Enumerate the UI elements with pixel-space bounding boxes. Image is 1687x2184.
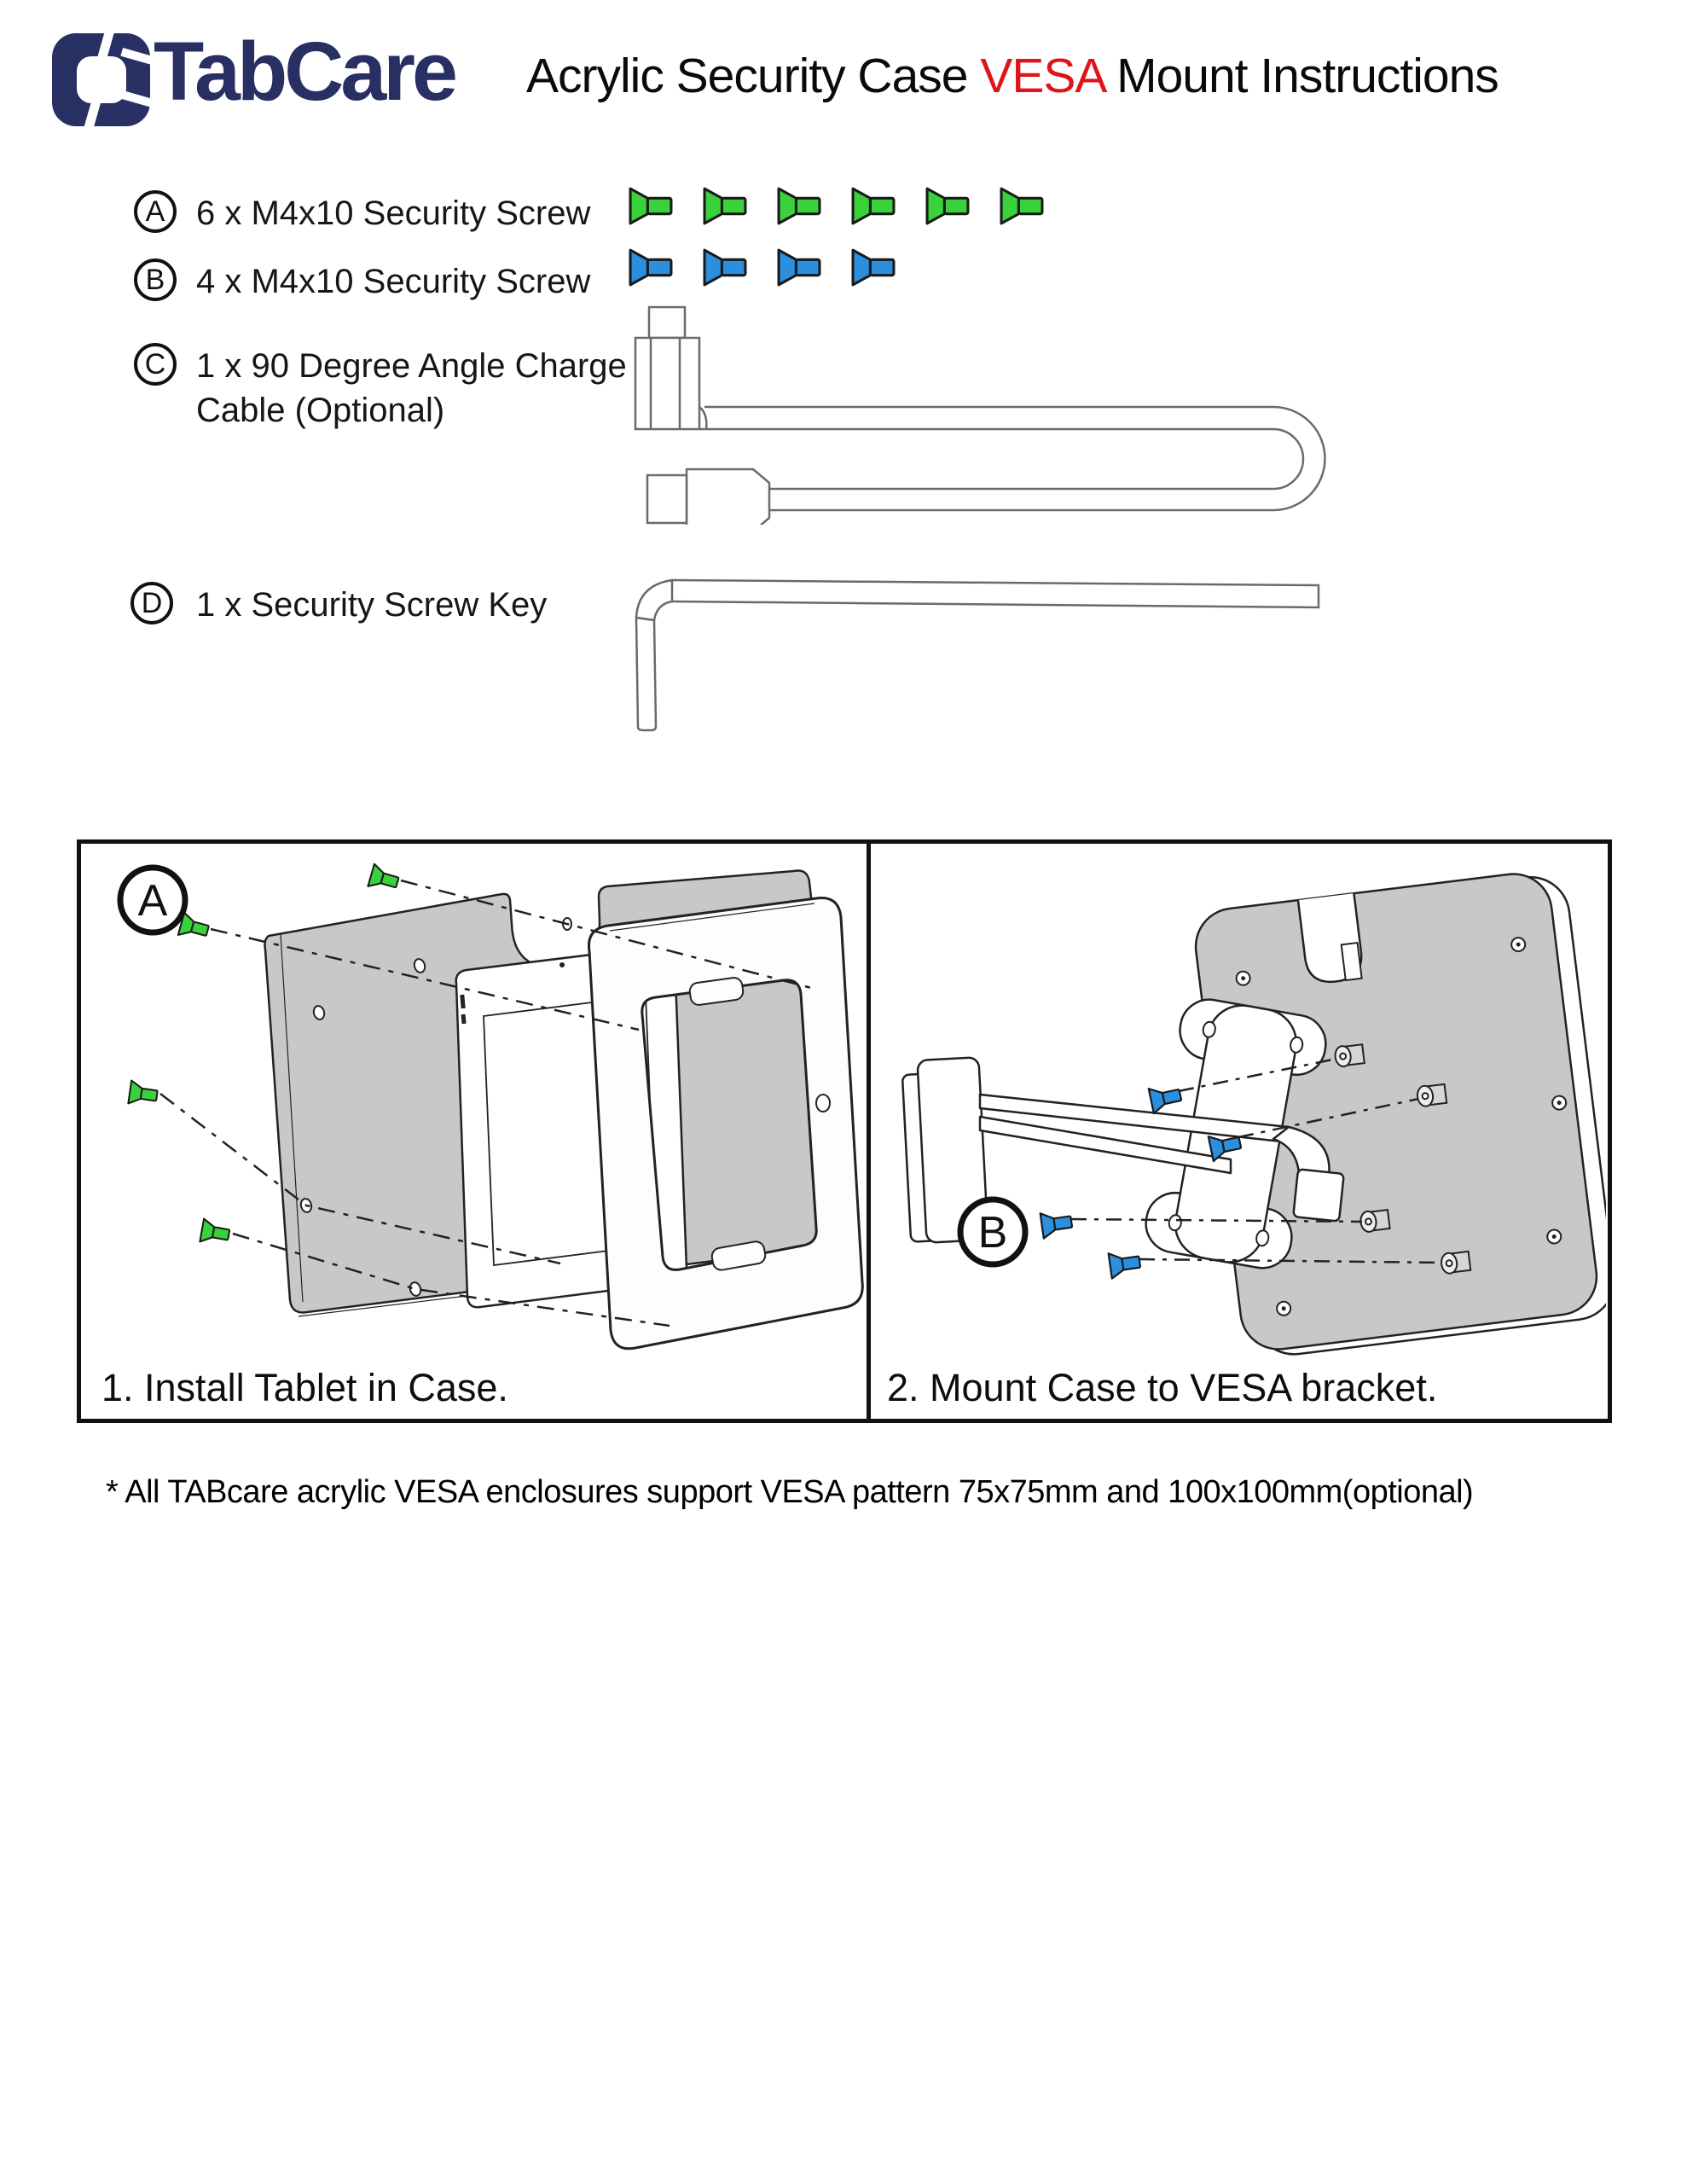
tabcare-logo-icon bbox=[50, 32, 152, 128]
part-c-letter: C bbox=[144, 347, 166, 380]
brand-name: TabCare bbox=[154, 25, 455, 118]
parts-screw-icon bbox=[851, 248, 896, 287]
parts-screw-icon bbox=[777, 248, 822, 287]
step1-badge-letter: A bbox=[137, 876, 168, 926]
security-key-drawing bbox=[631, 573, 1326, 744]
part-b-letter: B bbox=[145, 263, 165, 296]
parts-screw-icon bbox=[1000, 187, 1045, 225]
parts-screw-icon bbox=[629, 248, 674, 287]
part-d-badge bbox=[130, 582, 173, 624]
part-c-label bbox=[196, 344, 627, 433]
part-d-label: 1 x Security Screw Key bbox=[196, 586, 548, 624]
charge-cable-drawing bbox=[631, 303, 1339, 529]
part-c-label-line2: Cable (Optional) bbox=[196, 392, 445, 429]
part-d-letter: D bbox=[141, 586, 163, 619]
part-a-screws-green bbox=[629, 187, 1045, 225]
parts-screw-icon bbox=[703, 187, 748, 225]
step-divider bbox=[867, 844, 871, 1419]
step2-caption: 2. Mount Case to VESA bracket. bbox=[887, 1366, 1438, 1409]
parts-screw-icon bbox=[777, 187, 822, 225]
title-post: Mount Instructions bbox=[1104, 49, 1499, 103]
step2-diagram bbox=[872, 845, 1606, 1362]
parts-screw-icon bbox=[925, 187, 971, 225]
vesa-pattern-footnote: * All TABcare acrylic VESA enclosures support VESA pattern 75x75mm and 100x100mm(optional) bbox=[106, 1474, 1474, 1510]
part-b-label: 4 x M4x10 Security Screw bbox=[196, 263, 591, 300]
parts-screw-icon bbox=[629, 187, 674, 225]
page-title bbox=[526, 48, 1499, 104]
title-pre: Acrylic Security Case bbox=[526, 49, 981, 103]
parts-screw-icon bbox=[703, 248, 748, 287]
instruction-steps-box bbox=[77, 839, 1612, 1423]
frame-side-hole bbox=[816, 1095, 830, 1112]
part-a-label: 6 x M4x10 Security Screw bbox=[196, 195, 591, 232]
parts-screw-icon bbox=[851, 187, 896, 225]
part-c-badge bbox=[134, 343, 177, 386]
step2-badge-letter: B bbox=[977, 1208, 1008, 1258]
part-b-badge bbox=[134, 258, 177, 301]
step1-caption: 1. Install Tablet in Case. bbox=[101, 1366, 508, 1409]
title-vesa-highlight: VESA bbox=[980, 49, 1104, 103]
part-b-screws-blue bbox=[629, 248, 896, 287]
part-a-badge bbox=[134, 190, 177, 233]
step1-diagram bbox=[83, 845, 864, 1362]
cable-slot bbox=[1342, 943, 1362, 980]
part-a-letter: A bbox=[145, 195, 165, 228]
part-c-label-line1: 1 x 90 Degree Angle Charge bbox=[196, 347, 627, 385]
